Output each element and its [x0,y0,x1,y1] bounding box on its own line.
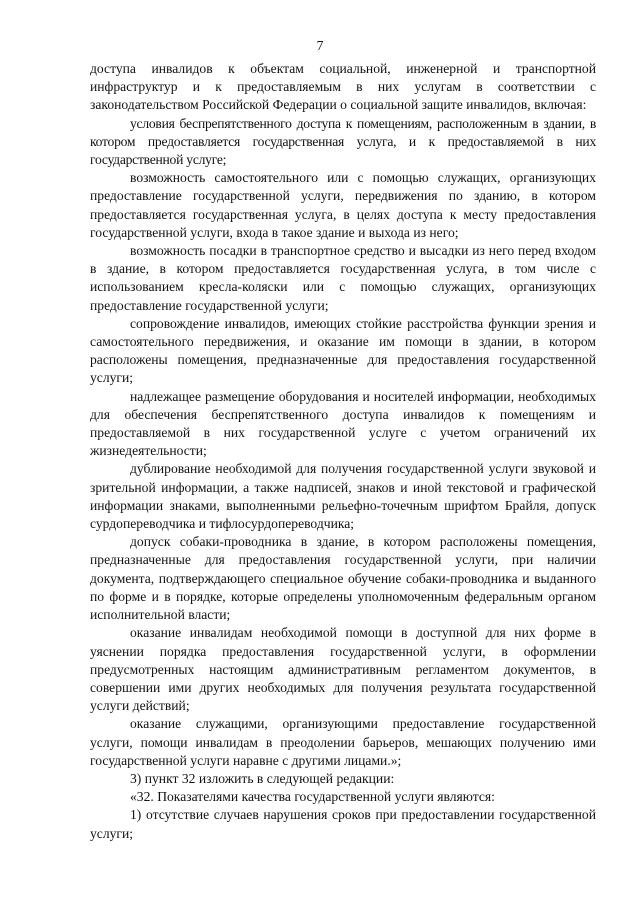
paragraph-access-conditions: условия беспрепятственного доступа к помещениям, расположенным в здании, в котором предоставляется государственная услуга, и к предоставляемой в них государственной услуге; [90,115,596,168]
paragraph-escort: сопровождение инвалидов, имеющих стойкие расстройства функции зрения и самостоятельного передвижения, и оказание им помощи в здании, в котором расположены помещения, предназначенные для предоставления государственной услуги; [90,315,596,386]
paragraph-barrier-help: оказание служащими, организующими предоставление государственной услуги, помощи инвалидам в преодолении барьеров, мешающих получению ими государственной услуги наравне с другими лицами.»; [90,716,596,768]
document-body [90,60,596,843]
paragraph-information-duplication: дублирование необходимой для получения государственной услуги звуковой и зрительной информации, а также надписей, знаков и иной текстовой и графической информации знаками, выполненными рельефно-точечным шрифтом Брайля, допуск сурдопереводчика и тифлосурдопереводчика; [90,461,596,532]
paragraph-assistance: оказание инвалидам необходимой помощи в доступной для них форме в уяснении порядка предоставления государственной услуги, в оформлении предусмотренных настоящим административным регламентом документов, в совершении ими других необходимых для получения результата государственной услуги действий; [90,625,596,714]
paragraph-equipment-placement: надлежащее размещение оборудования и носителей информации, необходимых для обеспечения беспрепятственного доступа инвалидов к помещениям и предоставляемой в них государственной услуге с учетом ограничений их жизнедеятельности; [90,388,596,459]
page-number: 7 [316,38,324,53]
paragraph-item-3: 3) пункт 32 изложить в следующей редакции: [130,770,395,786]
paragraph-intro: доступа инвалидов к объектам социальной, инженерной и транспортной инфраструктур и к предоставляемым в них услугам в соответствии с законодательством Российской Федерации о социальной защите инвалидов, включая: [90,61,596,113]
paragraph-vehicle-boarding: возможность посадки в транспортное средство и высадки из него перед входом в здание, в котором предоставляется государственная услуга, в том числе с использованием кресла-коляски или с помощью служащих, организующих предоставление государственной услуги; [90,243,596,313]
paragraph-guide-dog: допуск собаки-проводника в здание, в котором расположены помещения, предназначенные для предоставления государственной услуги, при наличии документа, подтверждающего специальное обучение собаки-проводника и выданного по форме и в порядке, которые определены уполномоченным федеральным органом исполнительной власти; [90,534,596,623]
paragraph-independent-movement: возможность самостоятельного или с помощью служащих, организующих предоставление государственной услуги, передвижения по зданию, в котором предоставляется государственная услуга, в целях доступа к месту предоставления государственной услуги, входа в такое здание и выхода из него; [90,170,596,240]
paragraph-point-32: «32. Показателями качества государственной услуги являются: [130,789,495,805]
paragraph-indicator-1: 1) отсутствие случаев нарушения сроков при предоставлении государственной услуги; [90,807,596,841]
